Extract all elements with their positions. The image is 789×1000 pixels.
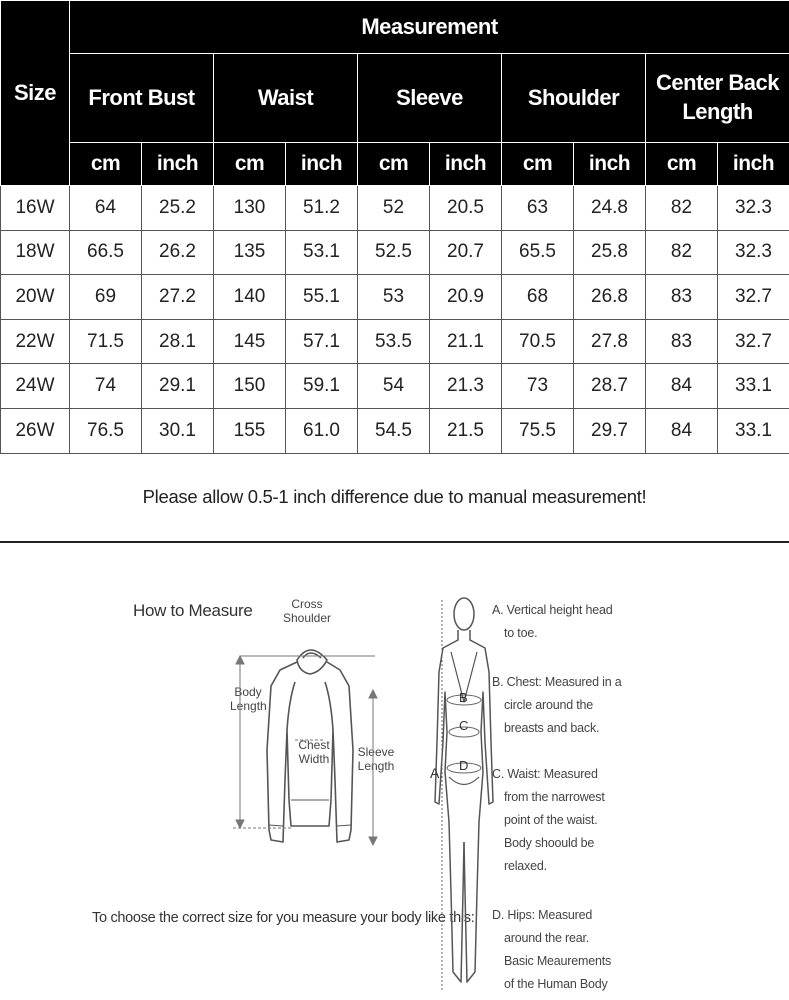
left-body-outline <box>435 630 464 982</box>
head-shape <box>454 598 474 630</box>
marker-d: D <box>459 758 469 773</box>
size-header: Size <box>1 1 70 186</box>
unit-header: cm <box>646 143 718 186</box>
value-cell: 21.1 <box>430 319 502 364</box>
cross-shoulder-line2: Shoulder <box>282 611 332 625</box>
sleeve-length-line1: Sleeve <box>357 745 395 759</box>
step-c-line: relaxed. <box>504 859 547 873</box>
value-cell: 26.2 <box>142 230 214 275</box>
value-cell: 52.5 <box>358 230 430 275</box>
body-length-line2: Length <box>230 699 267 713</box>
value-cell: 53.1 <box>286 230 358 275</box>
value-cell: 33.1 <box>718 364 789 409</box>
step-d-line: of the Human Body <box>504 977 608 991</box>
table-row <box>1 230 789 275</box>
value-cell: 84 <box>646 408 718 453</box>
cross-shoulder-line1: Cross <box>291 597 323 611</box>
chest-width-line2: Width <box>298 752 330 766</box>
value-cell: 155 <box>214 408 286 453</box>
step-b-line: breasts and back. <box>504 721 600 735</box>
section-divider <box>0 541 789 543</box>
cross-shoulder-label <box>282 597 332 625</box>
value-cell: 32.7 <box>718 319 789 364</box>
step-c-line: Body shoould be <box>504 836 595 850</box>
measurement-note: Please allow 0.5-1 inch difference due to manual measurement! <box>142 486 647 507</box>
step-c-line: C. Waist: Measured <box>492 767 598 781</box>
unit-header: inch <box>430 143 502 186</box>
value-cell: 29.7 <box>574 408 646 453</box>
step-c <box>492 763 622 878</box>
sweater-outline <box>267 662 353 842</box>
value-cell: 33.1 <box>718 408 789 453</box>
step-b-line: B. Chest: Measured in a <box>492 675 622 689</box>
center-back-length-line2: Length <box>682 99 753 124</box>
table-row <box>1 408 789 453</box>
size-cell: 26W <box>1 408 70 453</box>
left-armhole <box>287 682 295 730</box>
value-cell: 54 <box>358 364 430 409</box>
value-cell: 20.9 <box>430 275 502 320</box>
instruction-text: To choose the correct size for you measure your body like this: <box>92 910 475 926</box>
hip-line <box>449 777 479 785</box>
value-cell: 145 <box>214 319 286 364</box>
value-cell: 70.5 <box>502 319 574 364</box>
sleeve-header: Sleeve <box>358 54 502 143</box>
value-cell: 82 <box>646 186 718 231</box>
size-cell: 20W <box>1 275 70 320</box>
size-cell: 16W <box>1 186 70 231</box>
step-d <box>492 904 622 996</box>
center-back-length-line1: Center Back <box>656 70 779 96</box>
unit-header: inch <box>142 143 214 186</box>
step-d-line: D. Hips: Measured <box>492 908 593 922</box>
value-cell: 150 <box>214 364 286 409</box>
unit-header: cm <box>70 143 142 186</box>
value-cell: 55.1 <box>286 275 358 320</box>
unit-header: cm <box>358 143 430 186</box>
unit-header: inch <box>574 143 646 186</box>
value-cell: 21.5 <box>430 408 502 453</box>
front-bust-header: Front Bust <box>70 54 214 143</box>
value-cell: 20.5 <box>430 186 502 231</box>
value-cell: 24.8 <box>574 186 646 231</box>
sweater-diagram <box>225 630 395 860</box>
measurement-header: Measurement <box>70 1 789 54</box>
value-cell: 75.5 <box>502 408 574 453</box>
table-row <box>1 319 789 364</box>
body-length-line1: Body <box>234 685 262 699</box>
marker-b: B <box>459 690 468 705</box>
value-cell: 76.5 <box>70 408 142 453</box>
body-length-arrow-top <box>236 656 244 664</box>
table-row <box>1 186 789 231</box>
value-cell: 30.1 <box>142 408 214 453</box>
size-cell: 24W <box>1 364 70 409</box>
value-cell: 29.1 <box>142 364 214 409</box>
size-cell: 18W <box>1 230 70 275</box>
unit-header: cm <box>214 143 286 186</box>
value-cell: 59.1 <box>286 364 358 409</box>
step-b-line: circle around the <box>504 698 594 712</box>
value-cell: 28.7 <box>574 364 646 409</box>
size-chart-table <box>0 0 789 454</box>
value-cell: 83 <box>646 319 718 364</box>
size-cell: 22W <box>1 319 70 364</box>
value-cell: 53.5 <box>358 319 430 364</box>
right-armhole <box>325 682 333 730</box>
table-row <box>1 364 789 409</box>
value-cell: 28.1 <box>142 319 214 364</box>
table-row <box>1 275 789 320</box>
value-cell: 65.5 <box>502 230 574 275</box>
value-cell: 63 <box>502 186 574 231</box>
value-cell: 32.3 <box>718 230 789 275</box>
value-cell: 64 <box>70 186 142 231</box>
marker-c: C <box>459 718 469 733</box>
value-cell: 26.8 <box>574 275 646 320</box>
value-cell: 52 <box>358 186 430 231</box>
how-to-measure-title: How to Measure <box>133 601 253 620</box>
value-cell: 140 <box>214 275 286 320</box>
marker-a: A <box>430 765 440 781</box>
size-table-body <box>1 186 789 454</box>
unit-header: inch <box>286 143 358 186</box>
value-cell: 27.2 <box>142 275 214 320</box>
value-cell: 32.3 <box>718 186 789 231</box>
unit-header: inch <box>718 143 789 186</box>
value-cell: 32.7 <box>718 275 789 320</box>
body-length-arrow-bottom <box>236 820 244 828</box>
value-cell: 130 <box>214 186 286 231</box>
step-a <box>492 599 622 645</box>
value-cell: 69 <box>70 275 142 320</box>
body-diagram <box>425 592 495 1000</box>
step-c-line: point of the waist. <box>504 813 598 827</box>
right-body-outline <box>464 630 493 982</box>
chest-width-line1: Chest <box>298 738 330 752</box>
step-c-line: from the narrowest <box>504 790 605 804</box>
value-cell: 82 <box>646 230 718 275</box>
value-cell: 73 <box>502 364 574 409</box>
waist-header: Waist <box>214 54 358 143</box>
value-cell: 83 <box>646 275 718 320</box>
value-cell: 135 <box>214 230 286 275</box>
value-cell: 20.7 <box>430 230 502 275</box>
step-a-line: to toe. <box>504 626 538 640</box>
value-cell: 71.5 <box>70 319 142 364</box>
sleeve-length-line2: Length <box>357 759 395 773</box>
step-d-line: Basic Meaurements <box>504 954 612 968</box>
value-cell: 84 <box>646 364 718 409</box>
value-cell: 51.2 <box>286 186 358 231</box>
value-cell: 66.5 <box>70 230 142 275</box>
shoulder-header: Shoulder <box>502 54 646 143</box>
sleeve-length-arrow-top <box>369 690 377 698</box>
value-cell: 25.2 <box>142 186 214 231</box>
value-cell: 68 <box>502 275 574 320</box>
value-cell: 25.8 <box>574 230 646 275</box>
value-cell: 53 <box>358 275 430 320</box>
sleeve-length-arrow-bottom <box>369 837 377 845</box>
step-a-line: A. Vertical height head <box>492 603 613 617</box>
step-b <box>492 671 622 740</box>
step-d-line: around the rear. <box>504 931 590 945</box>
value-cell: 74 <box>70 364 142 409</box>
unit-header: cm <box>502 143 574 186</box>
center-back-length-header <box>646 54 789 143</box>
value-cell: 27.8 <box>574 319 646 364</box>
value-cell: 61.0 <box>286 408 358 453</box>
value-cell: 54.5 <box>358 408 430 453</box>
value-cell: 21.3 <box>430 364 502 409</box>
value-cell: 57.1 <box>286 319 358 364</box>
